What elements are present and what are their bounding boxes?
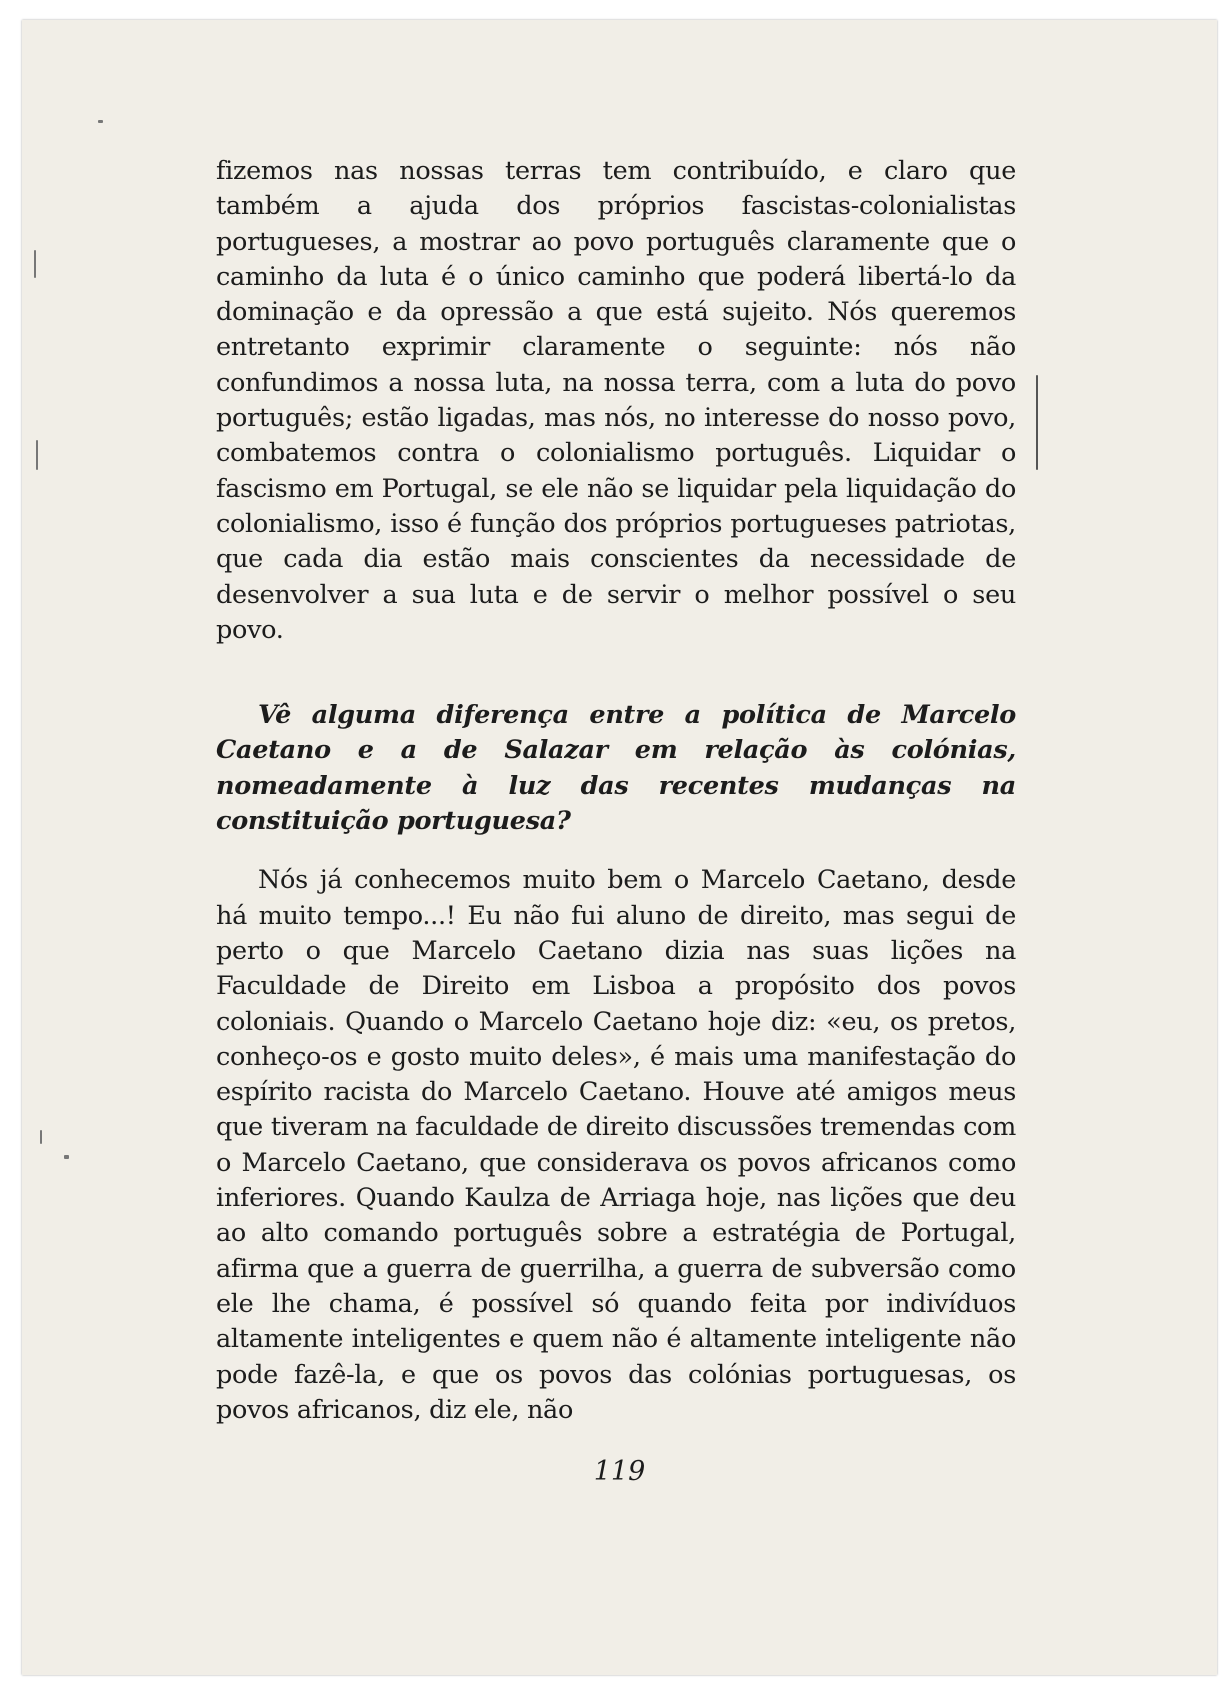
paragraph-continuation: fizemos nas nossas terras tem contribuído, e claro que também a ajuda dos próprios fascistas-colonialistas portugueses, a mostrar ao povo português claramente que o caminho da luta é o único caminho que poderá libertá-lo da dominação e da opressão a que está sujeito. Nós queremos entretanto exprimir claramente o seguinte: nós não confundimos a nossa luta, na nossa terra, com a luta do povo português; estão ligadas, mas nós, no interesse do nosso povo, combatemos contra o colonialismo português. Liquidar o fascismo em Portugal, se ele não se liquidar pela liquidação do colonialismo, isso é função dos próprios portugueses patriotas, que cada dia estão mais conscientes da necessidade de desenvolver a sua luta e de servir o melhor possível o seu povo.: [216, 156, 1016, 645]
body-text: [216, 154, 1016, 1428]
margin-mark: [36, 440, 38, 470]
margin-mark: [64, 1155, 69, 1159]
margin-mark: [40, 1130, 42, 1144]
page-number: 119: [593, 1456, 646, 1487]
margin-mark: [1036, 375, 1038, 470]
margin-mark: [98, 120, 103, 123]
page-sheet: [22, 20, 1217, 1675]
margin-mark: [34, 250, 36, 278]
interview-question: Vê alguma diferença entre a política de Marcelo Caetano e a de Salazar em relação às colónias, nomeadamente à luz das recentes mudanças na constituição portuguesa?: [216, 700, 1016, 837]
interview-answer: Nós já conhecemos muito bem o Marcelo Caetano, desde há muito tempo...! Eu não fui aluno de direito, mas segui de perto o que Marcelo Caetano dizia nas suas lições na Faculdade de Direito em Lisboa a propósito dos povos coloniais. Quando o Marcelo Caetano hoje diz: «eu, os pretos, conheço-os e gosto muito deles», é mais uma manifestação do espírito racista do Marcelo Caetano. Houve até amigos meus que tiveram na faculdade de direito discussões tremendas com o Marcelo Caetano, que considerava os povos africanos como inferiores. Quando Kaulza de Arriaga hoje, nas lições que deu ao alto comando português sobre a estratégia de Portugal, afirma que a guerra de guerrilha, a guerra de subversão como ele lhe chama, é possível só quando feita por indivíduos altamente inteligentes e quem não é altamente inteligente não pode fazê-la, e que os povos das colónias portuguesas, os povos africanos, diz ele, não: [216, 865, 1016, 1425]
